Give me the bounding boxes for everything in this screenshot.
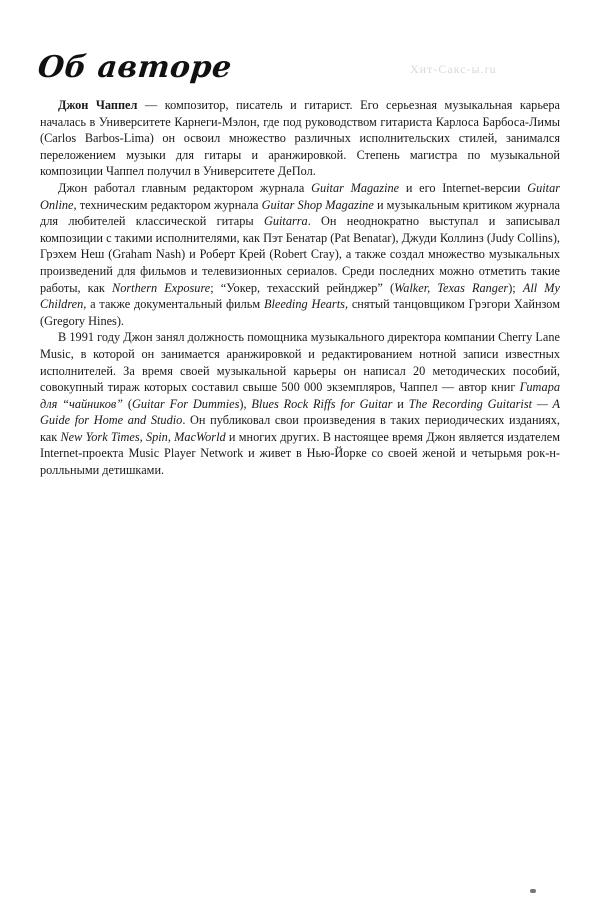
- text-run: , снятый танцовщиком Грэгори Хайнзом (Gregory Hines).: [40, 297, 561, 328]
- page-title: Об авторе: [36, 50, 234, 85]
- text-run: ,: [167, 429, 175, 444]
- text-run: (: [123, 396, 132, 411]
- italic-title: MacWorld: [174, 429, 226, 444]
- italic-title: Guitar For Dummies: [131, 396, 240, 411]
- text-run: и: [392, 396, 409, 411]
- italic-title: Guitar Magazine: [311, 180, 400, 195]
- text-run: , техническим редактором журнала: [73, 197, 262, 212]
- italic-title: Walker, Texas Ranger: [394, 280, 509, 295]
- italic-title: All My Children: [40, 280, 560, 312]
- italic-title: Spin: [145, 429, 168, 444]
- paragraph-1-text: — композитор, писатель и гитарист. Его серьезная музыкальная карьера началась в Университете Карнеги-Мэлон, где под руководством гитариста Карлоса Барбоса-Лимы (Carlos Barbos-Lima) он освоил множество различных исполнительских стилей, занимался переложением музыки для гитары и аранжировкой. Степень магистра по музыкальной композиции Чаппел получил в Университете ДеПол.: [40, 98, 561, 179]
- text-run: ),: [239, 396, 252, 411]
- paragraph-1: [40, 97, 560, 180]
- italic-title: Guitarra: [263, 214, 308, 229]
- italic-title: Bleeding Hearts: [263, 297, 345, 312]
- paragraph-3: [40, 329, 560, 478]
- text-run: ; “Уокер, техасский рейнджер” (: [210, 280, 395, 295]
- italic-title: Guitar Online: [40, 180, 560, 212]
- text-run: и многих других. В настоящее время Джон является издателем Internet-проекта Music Player Network и живет в Нью-Йорке со своей женой и четырьмя рок-н-ролльными детишками.: [40, 429, 560, 478]
- text-run: и его Internet-версии: [399, 180, 528, 195]
- text-run: . Он публиковал свои произведения в таких периодических изданиях, как: [40, 413, 560, 444]
- text-run: ,: [139, 429, 146, 444]
- bleed-through-header: Хит-Сакс-ы.ru: [410, 62, 497, 76]
- author-name: Джон Чаппел: [58, 98, 138, 112]
- text-run: В 1991 году Джон занял должность помощника музыкального директора компании Cherry Lane Music, в которой он занимается аранжировкой и редактированием нотной записи известных исполнителей. За время своей музыкальной карьеры он написал 20 методических пособий, совокупный тираж которых составил свыше 500 000 экземпляров, Чаппел — автор книг: [40, 330, 560, 395]
- text-run: . Он неоднократно выступал и записывал композиции с такими исполнителями, как Пэт Бенатар (Pat Benatar), Джуди Коллинз (Judy Collins), Грэхем Неш (Graham Nash) и Роберт Крей (Robert Cray), а также создал множество музыкальных произведений для фильмов и телевизионных сериалов. Среди последних можно отметить такие работы, как: [40, 214, 560, 295]
- text-run: );: [508, 280, 523, 295]
- author-bio: [40, 97, 560, 479]
- text-run: , а также документальный фильм: [83, 297, 264, 312]
- italic-title: Guitar Shop Magazine: [261, 197, 374, 212]
- italic-title: Гитара для “чайников”: [40, 380, 560, 411]
- italic-title: New York Times: [60, 429, 140, 444]
- paragraph-2: [40, 180, 560, 329]
- italic-title: Northern Exposure: [112, 280, 211, 295]
- italic-title: The Recording Guitarist — A Guide for Home and Studio: [40, 396, 560, 428]
- text-run: и музыкальным критиком журнала для любителей классической гитары: [40, 197, 560, 229]
- page-speck: [530, 889, 536, 893]
- italic-title: Blues Rock Riffs for Guitar: [251, 396, 393, 411]
- text-run: Джон работал главным редактором журнала: [58, 180, 312, 195]
